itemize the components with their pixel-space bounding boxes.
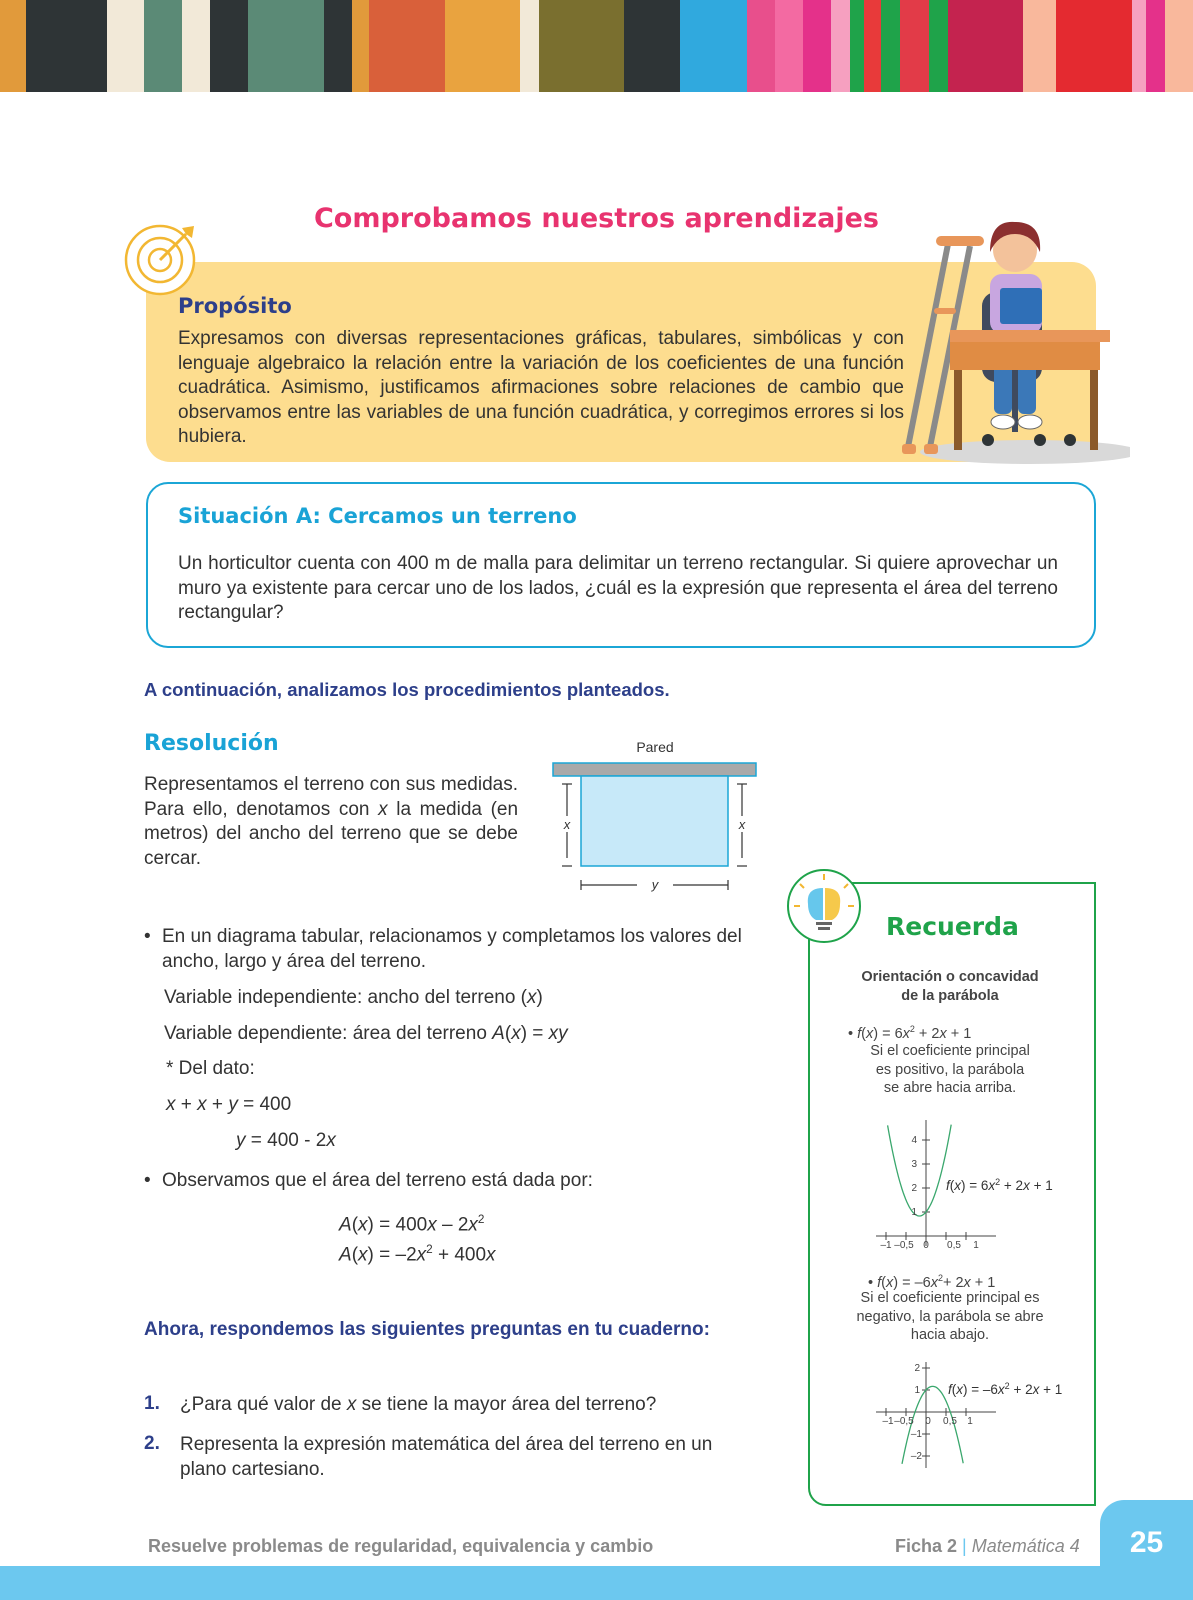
area-equation-1: $A(x) = 400x - 2x^2$ — [339, 1213, 485, 1236]
banner-stripe — [864, 0, 881, 92]
function-positive: • $f(x) = 6x^2 + 2x + 1$ — [848, 1024, 972, 1042]
banner-stripe — [210, 0, 248, 92]
banner-stripe — [182, 0, 210, 92]
banner-stripe — [831, 0, 850, 92]
parabola-up-graph — [870, 1112, 1100, 1252]
lightbulb-brain-icon — [786, 868, 862, 944]
wall — [553, 763, 756, 776]
question-2-text: Representa la expresión matemática del área del terreno en un plano cartesiano. — [180, 1434, 713, 1480]
graph1-function-label: $f(x) = 6x^2 + 2x + 1$ — [946, 1177, 1053, 1193]
svg-text:–2: –2 — [910, 1451, 922, 1462]
right-x-label: x — [738, 817, 746, 832]
del-dato: * Del dato: — [166, 1058, 255, 1079]
banner-stripe — [1132, 0, 1146, 92]
bullet-area: • Observamos que el área del terreno está dada por: — [144, 1170, 593, 1191]
banner-stripe — [144, 0, 182, 92]
dependent-variable: Variable dependiente: área del terreno A(x) = xy — [164, 1023, 568, 1044]
situation-heading: Situación A: Cercamos un terreno — [178, 504, 577, 528]
svg-text:0: 0 — [925, 1416, 931, 1427]
banner-stripe — [929, 0, 948, 92]
negative-explanation: Si el coeficiente principal es negativo, la parábola se abre hacia abajo. — [856, 1290, 1044, 1343]
bottom-y-label: y — [651, 877, 659, 892]
svg-text:2: 2 — [914, 1363, 920, 1374]
svg-text:0: 0 — [923, 1240, 929, 1251]
function-negative: • $f(x) = -6x^2+ 2x + 1$ — [868, 1273, 996, 1291]
purpose-heading: Propósito — [178, 294, 292, 318]
question-2-number: 2. — [144, 1433, 160, 1454]
banner-stripe — [747, 0, 775, 92]
wall-label: Pared — [636, 739, 674, 755]
student-reading-illustration — [890, 212, 1130, 472]
left-x-label: x — [563, 817, 571, 832]
banner-stripe — [445, 0, 521, 92]
banner-stripe — [248, 0, 324, 92]
svg-text:–0,5: –0,5 — [894, 1416, 914, 1427]
terrain-diagram — [545, 738, 765, 898]
svg-text:–1: –1 — [880, 1240, 892, 1251]
parabola-down-graph — [870, 1360, 1100, 1472]
banner-stripe — [1146, 0, 1165, 92]
situation-text: Un horticultor cuenta con 400 m de malla para delimitar un terreno rectangular. Si quiere aprovechar un muro ya existente para cercar uno de los lados, ¿cuál es la expresión que representa el área del terreno rectangular? — [178, 553, 1058, 623]
textile-banner — [0, 0, 1193, 92]
banner-stripe — [1165, 0, 1193, 92]
banner-stripe — [520, 0, 539, 92]
banner-stripe — [624, 0, 681, 92]
banner-stripe — [1056, 0, 1132, 92]
independent-variable: Variable independiente: ancho del terreno (x) — [164, 987, 543, 1008]
svg-text:2: 2 — [911, 1183, 917, 1194]
svg-text:0,5: 0,5 — [947, 1240, 961, 1251]
concavity-subtitle: Orientación o concavidad de la parábola — [861, 969, 1039, 1004]
bullet-tabular: • En un diagrama tabular, relacionamos y completamos los valores del ancho, largo y área del terreno. — [144, 926, 742, 972]
banner-stripe — [803, 0, 831, 92]
footer-band — [0, 1566, 1193, 1600]
svg-text:1: 1 — [914, 1385, 920, 1396]
area-equation-2: $A(x) = -2x^2 + 400x$ — [339, 1243, 496, 1266]
banner-stripe — [324, 0, 352, 92]
positive-explanation: Si el coeficiente principal es positivo, la parábola se abre hacia arriba. — [870, 1043, 1030, 1096]
svg-text:–1: –1 — [910, 1429, 922, 1440]
banner-stripe — [369, 0, 445, 92]
banner-stripe — [539, 0, 624, 92]
target-icon — [124, 220, 202, 298]
intro-text: A continuación, analizamos los procedimientos planteados. — [144, 679, 670, 700]
equation-perimeter: x + x + y = 400 — [166, 1094, 292, 1115]
field-rectangle — [581, 776, 728, 866]
banner-stripe — [775, 0, 803, 92]
equation-y: y = 400 - 2x — [236, 1130, 336, 1151]
banner-stripe — [0, 0, 26, 92]
banner-stripe — [352, 0, 369, 92]
purpose-text: Expresamos con diversas representaciones gráficas, tabulares, simbólicas y con lenguaje algebraico la relación entre la variación de los coeficientes de una función cuadrática. Asimismo, justificamos afirmaciones sobre relaciones de cambio que observamos entre las variables de una función cuadrática, y corregimos errores si los hubiera. — [178, 328, 904, 447]
footer-competency: Resuelve problemas de regularidad, equivalencia y cambio — [148, 1536, 654, 1556]
banner-stripe — [881, 0, 900, 92]
resolucion-heading: Resolución — [144, 731, 279, 756]
question-1-number: 1. — [144, 1393, 160, 1414]
svg-text:3: 3 — [911, 1159, 917, 1170]
resolucion-text: Representamos el terreno con sus medidas. Para ello, denotamos con x la medida (en metros) del ancho del terreno que se debe cercar. — [144, 774, 519, 869]
svg-text:1: 1 — [911, 1207, 917, 1218]
svg-text:1: 1 — [967, 1416, 973, 1427]
banner-stripe — [680, 0, 746, 92]
svg-text:1: 1 — [973, 1240, 979, 1251]
banner-stripe — [900, 0, 928, 92]
footer-book-info: Ficha 2 | Matemática 4 — [895, 1536, 1080, 1556]
banner-stripe — [948, 0, 1024, 92]
page-number: 25 — [1129, 1526, 1164, 1559]
question-1-text: ¿Para qué valor de x se tiene la mayor área del terreno? — [180, 1394, 657, 1415]
questions-intro: Ahora, respondemos las siguientes preguntas en tu cuaderno: — [144, 1319, 710, 1340]
banner-stripe — [26, 0, 106, 92]
banner-stripe — [850, 0, 864, 92]
banner-stripe — [107, 0, 145, 92]
banner-stripe — [1023, 0, 1056, 92]
svg-text:4: 4 — [911, 1135, 917, 1146]
page-title: Comprobamos nuestros aprendizajes — [313, 203, 879, 234]
svg-text:–1: –1 — [882, 1416, 894, 1427]
recuerda-heading: Recuerda — [886, 912, 1019, 941]
graph2-function-label: $f(x) = -6x^2 + 2x + 1$ — [948, 1381, 1063, 1397]
svg-text:0,5: 0,5 — [943, 1416, 957, 1427]
svg-text:–0,5: –0,5 — [894, 1240, 914, 1251]
